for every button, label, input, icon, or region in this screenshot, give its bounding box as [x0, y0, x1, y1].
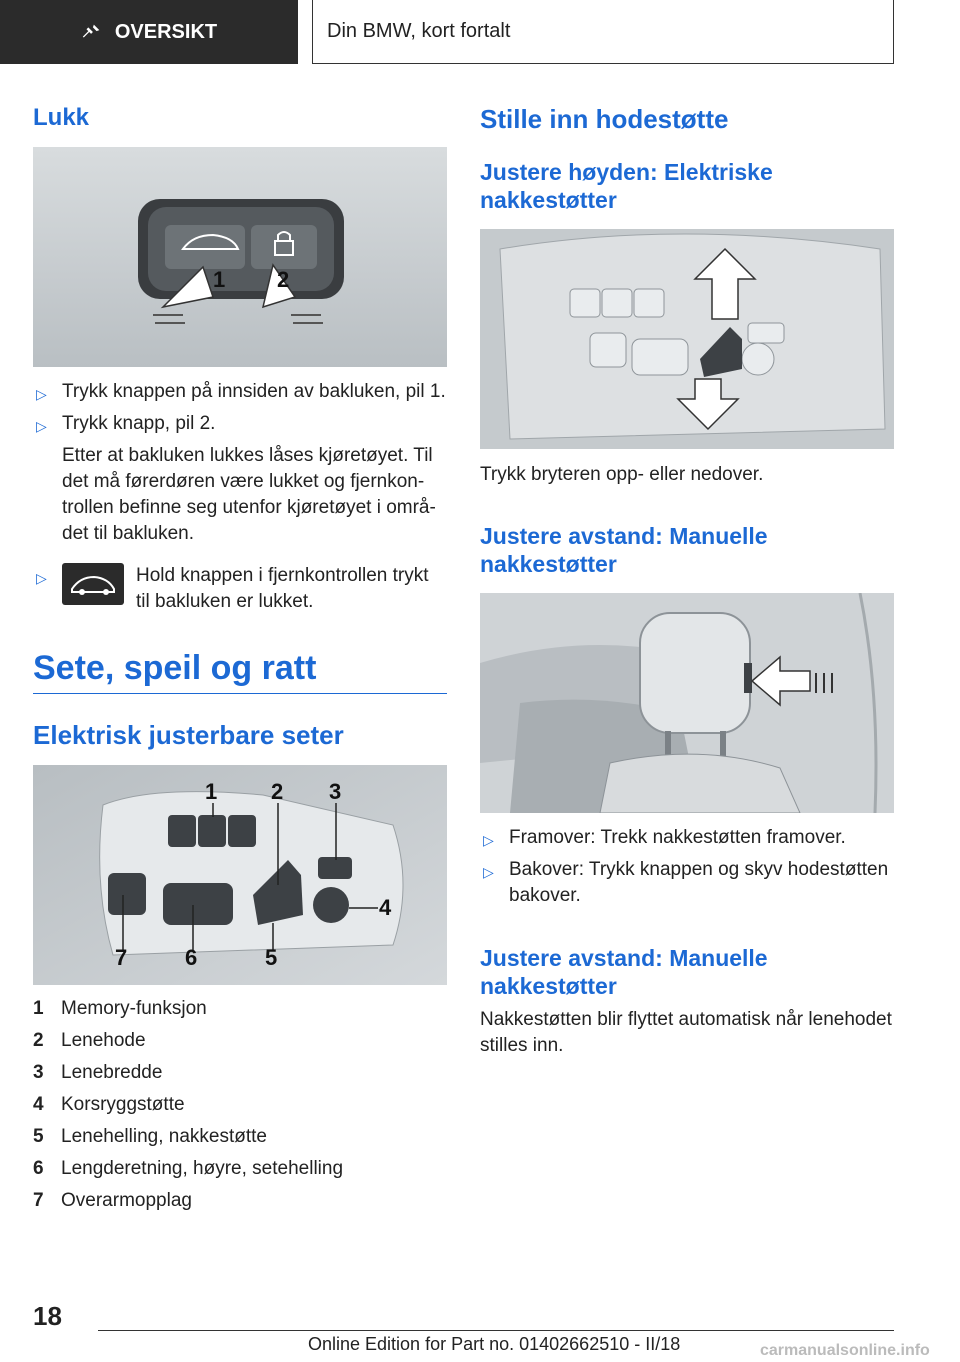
subheading-distance: Justere avstand: Manuelle nakkestøtter [480, 523, 768, 577]
list-item: Trykk knapp, pil 2. [62, 413, 216, 434]
image-label: 2 [277, 267, 290, 292]
image-label: 7 [115, 945, 128, 970]
lukk-heading: Lukk [33, 104, 90, 131]
bullet-triangle-icon: ▷ [36, 386, 47, 402]
lukk-note: Etter at bakluken lukkes låses kjøretøyet. Til det må førerdøren være lukket og fjernkon- trollen befinne seg utenfor kjøretøyet i områ- det til bakluken. [62, 445, 436, 544]
headrest-heading: Stille inn hodestøtte [480, 104, 729, 134]
watermark: carmanualsonline.info [760, 1342, 930, 1359]
tailgate-button-image [33, 147, 447, 367]
tab-overview[interactable] [0, 0, 298, 64]
bullet-triangle-icon: ▷ [36, 418, 47, 434]
headrest-distance-image [480, 593, 894, 813]
list-item: 6 Lengderetning, høyre, setehelling [33, 1158, 344, 1179]
footer-rule [98, 1330, 894, 1331]
height-instruction: Trykk bryteren opp- eller nedover. [480, 464, 764, 485]
subheading-auto: Justere avstand: Manuelle nakkestøtter [480, 945, 768, 999]
list-item: 5 Lenehelling, nakkestøtte [33, 1126, 267, 1147]
image-label: 1 [213, 267, 226, 292]
list-item: 4 Korsryggstøtte [33, 1094, 185, 1115]
subheading-height: Justere høyden: Elektriske nakkestøtter [480, 159, 773, 213]
remote-car-icon [62, 563, 124, 605]
list-item: Hold knappen i fjernkontrollen trykt til bakluken er lukket. [136, 565, 429, 612]
list-item: Trykk knappen på innsiden av bakluken, pil 1. [62, 381, 446, 402]
image-label: 6 [185, 945, 198, 970]
auto-instruction: Nakkestøtten blir flyttet automatisk når lenehodet stilles inn. [480, 1009, 892, 1056]
image-label: 2 [271, 779, 284, 804]
list-item: 3 Lenebredde [33, 1062, 163, 1083]
tab-chapter-title[interactable] [312, 0, 894, 64]
seat-control-list [33, 998, 447, 1218]
page-number: 18 [33, 1301, 62, 1331]
bullet-triangle-icon: ▷ [483, 864, 494, 880]
list-item: 1 Memory-funksjon [33, 998, 207, 1019]
list-item: Bakover: Trykk knappen og skyv hodestøtten bakover. [509, 859, 889, 906]
bullet-triangle-icon: ▷ [36, 570, 47, 586]
image-label: 3 [329, 779, 342, 804]
image-label: 5 [265, 945, 278, 970]
section-title: Sete, speil og ratt [33, 649, 317, 687]
edition-text: Online Edition for Part no. 01402662510 - II/18 [308, 1334, 681, 1354]
image-label: 4 [379, 895, 392, 920]
image-label: 1 [205, 779, 218, 804]
chapter-title: Din BMW, kort fortalt [327, 20, 511, 42]
tab-active-label: OVERSIKT [114, 20, 218, 43]
section-rule [33, 693, 447, 694]
pin-icon [81, 21, 103, 43]
seats-heading: Elektrisk justerbare seter [33, 720, 344, 750]
list-item: Framover: Trekk nakkestøtten framover. [509, 827, 846, 848]
seat-controls-image [33, 765, 447, 985]
bullet-triangle-icon: ▷ [483, 832, 494, 848]
headrest-height-image [480, 229, 894, 449]
list-item: 2 Lenehode [33, 1030, 146, 1051]
list-item: 7 Overarmopplag [33, 1190, 192, 1211]
